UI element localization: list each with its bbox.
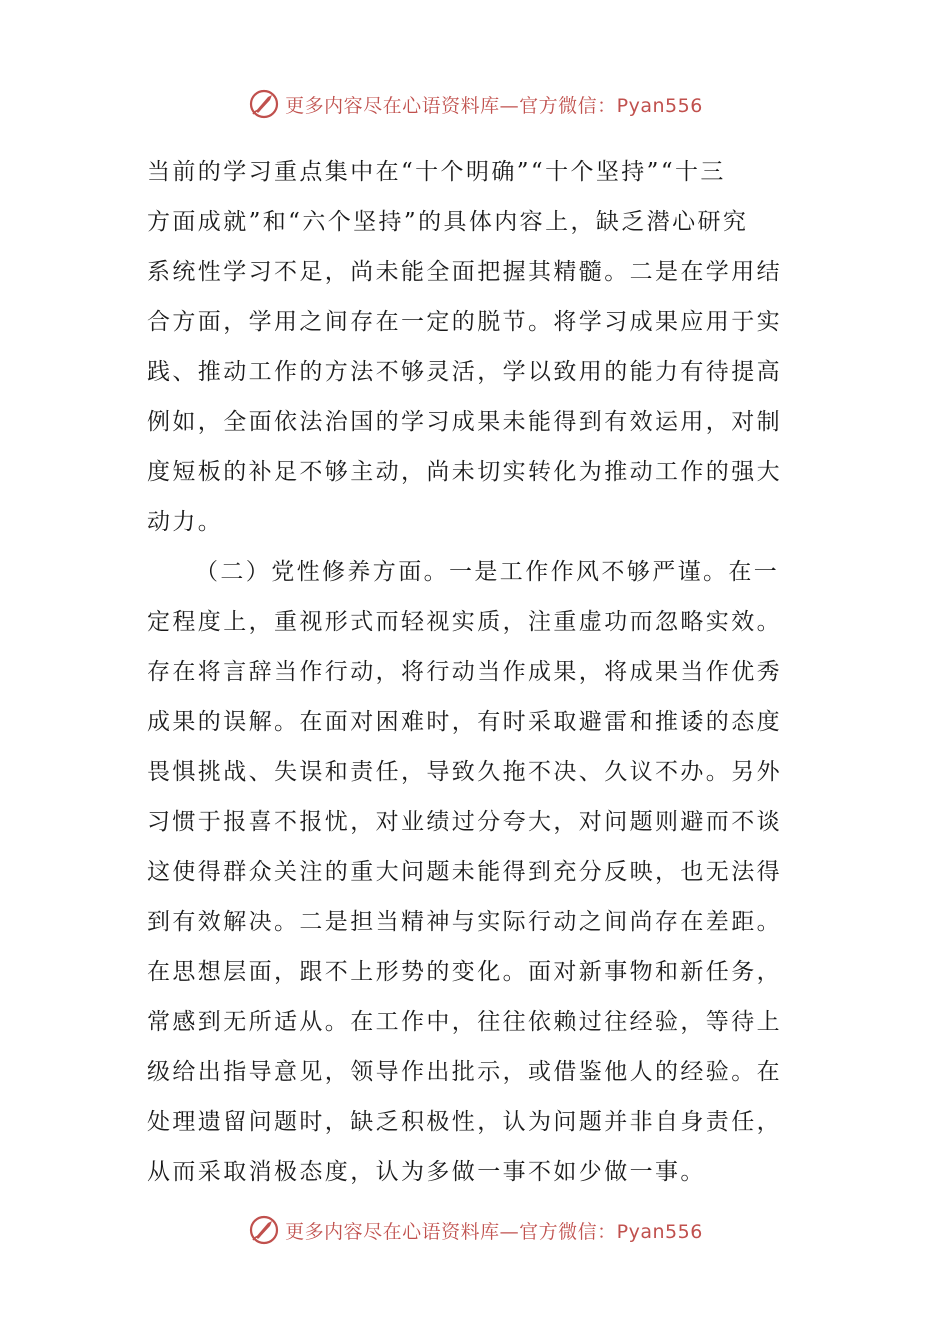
footer-wechat-id: Pyan556 (616, 1220, 703, 1243)
body-line: 当前的学习重点集中在“十个明确”“十个坚持”“十三 (147, 159, 726, 185)
body-line: 处理遗留问题时，缺乏积极性，认为问题并非自身责任， (147, 1109, 782, 1135)
body-line: 存在将言辞当作行动，将行动当作成果，将成果当作优秀 (147, 659, 782, 685)
quill-logo-icon (247, 87, 281, 121)
body-line: 定程度上，重视形式而轻视实质，注重虚功而忽略实效。 (147, 609, 782, 635)
body-line: 在思想层面，跟不上形势的变化。面对新事物和新任务， (147, 959, 782, 985)
body-line: 度短板的补足不够主动，尚未切实转化为推动工作的强大 (147, 459, 782, 485)
body-line: 习惯于报喜不报忧，对业绩过分夸大，对问题则避而不谈 (147, 809, 782, 835)
body-line: 系统性学习不足，尚未能全面把握其精髓。二是在学用结 (147, 259, 782, 285)
header-wechat-id: Pyan556 (616, 94, 703, 117)
body-line: 动力。 (147, 509, 224, 535)
body-line: 常感到无所适从。在工作中，往往依赖过往经验，等待上 (147, 1009, 782, 1035)
body-line: 从而采取消极态度，认为多做一事不如少做一事。 (147, 1159, 706, 1185)
body-line: 合方面，学用之间存在一定的脱节。将学习成果应用于实 (147, 309, 782, 335)
body-line: 级给出指导意见，领导作出批示，或借鉴他人的经验。在 (147, 1059, 782, 1085)
body-line: 这使得群众关注的重大问题未能得到充分反映，也无法得 (147, 859, 782, 885)
body-line: 践、推动工作的方法不够灵活，学以致用的能力有待提高 (147, 359, 782, 385)
body-line-paragraph-start: （二）党性修养方面。一是工作作风不够严谨。在一 (195, 559, 780, 585)
header-banner-text (285, 91, 703, 118)
body-line: 到有效解决。二是担当精神与实际行动之间尚存在差距。 (147, 909, 782, 935)
body-line: 方面成就”和“六个坚持”的具体内容上，缺乏潜心研究 (147, 209, 749, 235)
document-body (147, 147, 817, 1197)
body-line: 成果的误解。在面对困难时，有时采取避雷和推诿的态度 (147, 709, 782, 735)
quill-logo-icon (247, 1213, 281, 1247)
body-line: 畏惧挑战、失误和责任，导致久拖不决、久议不办。另外 (147, 759, 782, 785)
footer-banner-text (285, 1217, 703, 1244)
footer-banner (0, 1210, 950, 1250)
header-site-text: 更多内容尽在心语资料库—官方微信： (285, 94, 617, 117)
body-line: 例如，全面依法治国的学习成果未能得到有效运用，对制 (147, 409, 782, 435)
header-banner (0, 84, 950, 124)
footer-site-text: 更多内容尽在心语资料库—官方微信： (285, 1220, 617, 1243)
